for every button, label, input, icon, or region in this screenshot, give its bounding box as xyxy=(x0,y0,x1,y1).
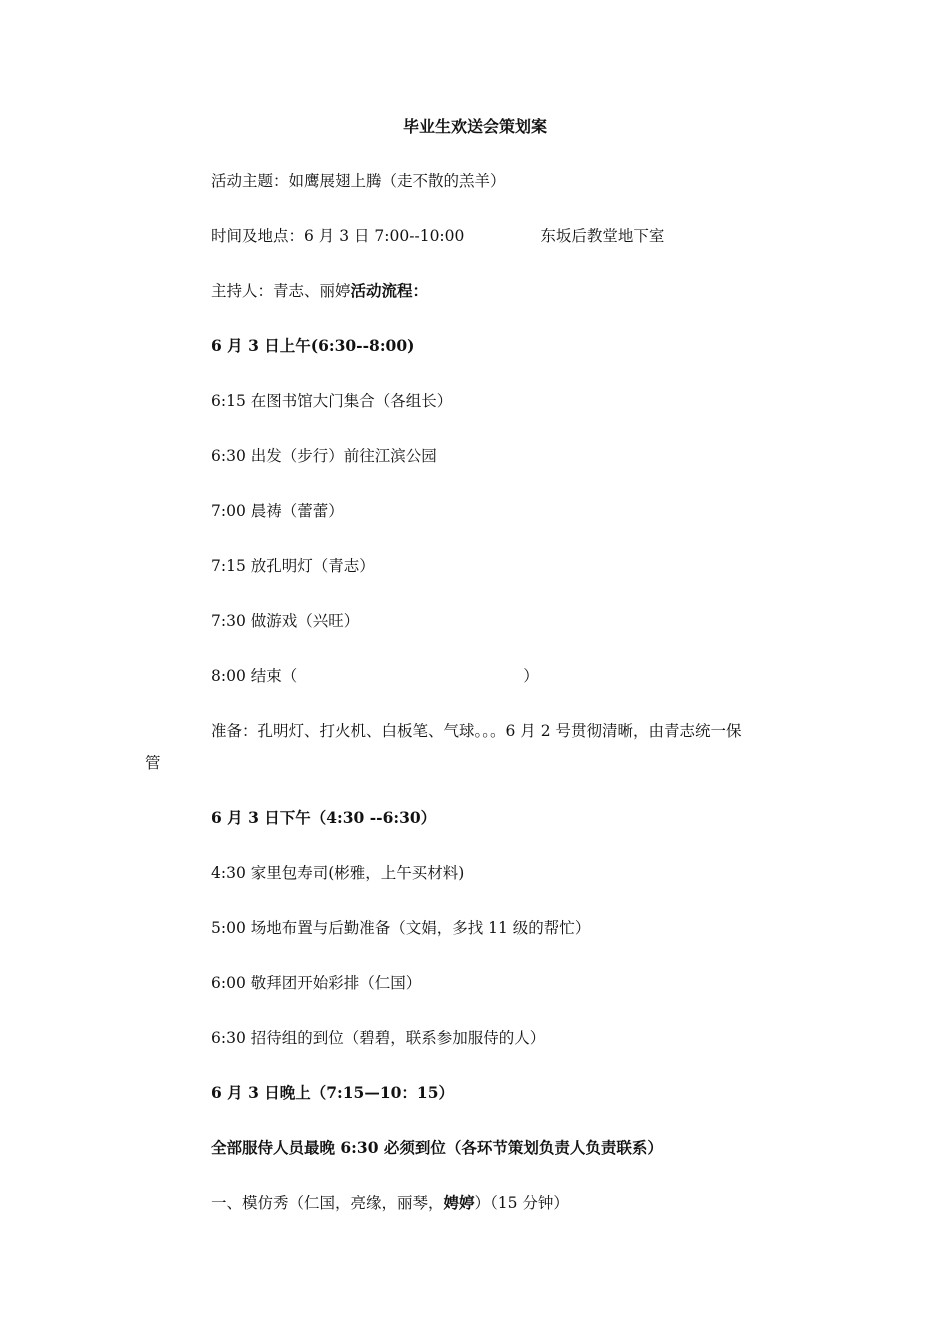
afternoon-item: 4:30 家里包寿司(彬雅，上午买材料) xyxy=(211,864,465,882)
evening-item-1 xyxy=(211,1192,569,1214)
morning-item: 7:15 放孔明灯（青志） xyxy=(211,557,375,575)
document-title: 毕业生欢送会策划案 xyxy=(402,117,547,136)
process-label: 活动流程： xyxy=(350,281,429,300)
morning-item: 6:30 出发（步行）前往江滨公园 xyxy=(211,447,437,465)
morning-item: 6:15 在图书馆大门集合（各组长） xyxy=(211,392,453,410)
host-text: 主持人：青志、丽婷 xyxy=(211,282,351,300)
morning-item: 7:00 晨祷（蕾蕾） xyxy=(211,502,344,520)
theme-line: 活动主题：如鹰展翅上腾（走不散的羔羊） xyxy=(211,172,506,190)
evening-notice: 全部服侍人员最晚 6:30 必须到位（各环节策划负责人负责联系） xyxy=(211,1138,663,1157)
item-suffix: ）（15 分钟） xyxy=(474,1194,569,1212)
afternoon-heading: 6 月 3 日下午（4:30 --6:30） xyxy=(211,808,437,827)
afternoon-item: 5:00 场地布置与后勤准备（文娟，多找 11 级的帮忙） xyxy=(211,919,591,937)
afternoon-item: 6:00 敬拜团开始彩排（仁国） xyxy=(211,974,422,992)
evening-heading: 6 月 3 日晚上（7:15—10：15） xyxy=(211,1083,454,1102)
morning-heading: 6 月 3 日上午(6:30--8:00) xyxy=(211,336,415,355)
item-prefix: 一、模仿秀（仁国，亮缘，丽琴， xyxy=(211,1194,444,1212)
afternoon-item: 6:30 招待组的到位（碧碧，联系参加服侍的人） xyxy=(211,1029,546,1047)
morning-item: 7:30 做游戏（兴旺） xyxy=(211,612,360,630)
time-text: 时间及地点：6 月 3 日 7:00--10:00 xyxy=(211,227,465,245)
prep-line: 准备：孔明灯、打火机、白板笔、气球。。。6 月 2 号贯彻清晰，由青志统一保 xyxy=(211,722,742,740)
end-label: 8:00 结束（ xyxy=(211,667,298,685)
time-place-line xyxy=(211,225,664,247)
item-bold-name: 娉婷 xyxy=(443,1193,475,1212)
morning-end-line xyxy=(211,665,539,687)
place-text: 东坂后教堂地下室 xyxy=(540,227,665,245)
prep-line-continued: 管 xyxy=(145,754,161,772)
host-line xyxy=(211,280,428,302)
end-close: ） xyxy=(523,667,539,685)
